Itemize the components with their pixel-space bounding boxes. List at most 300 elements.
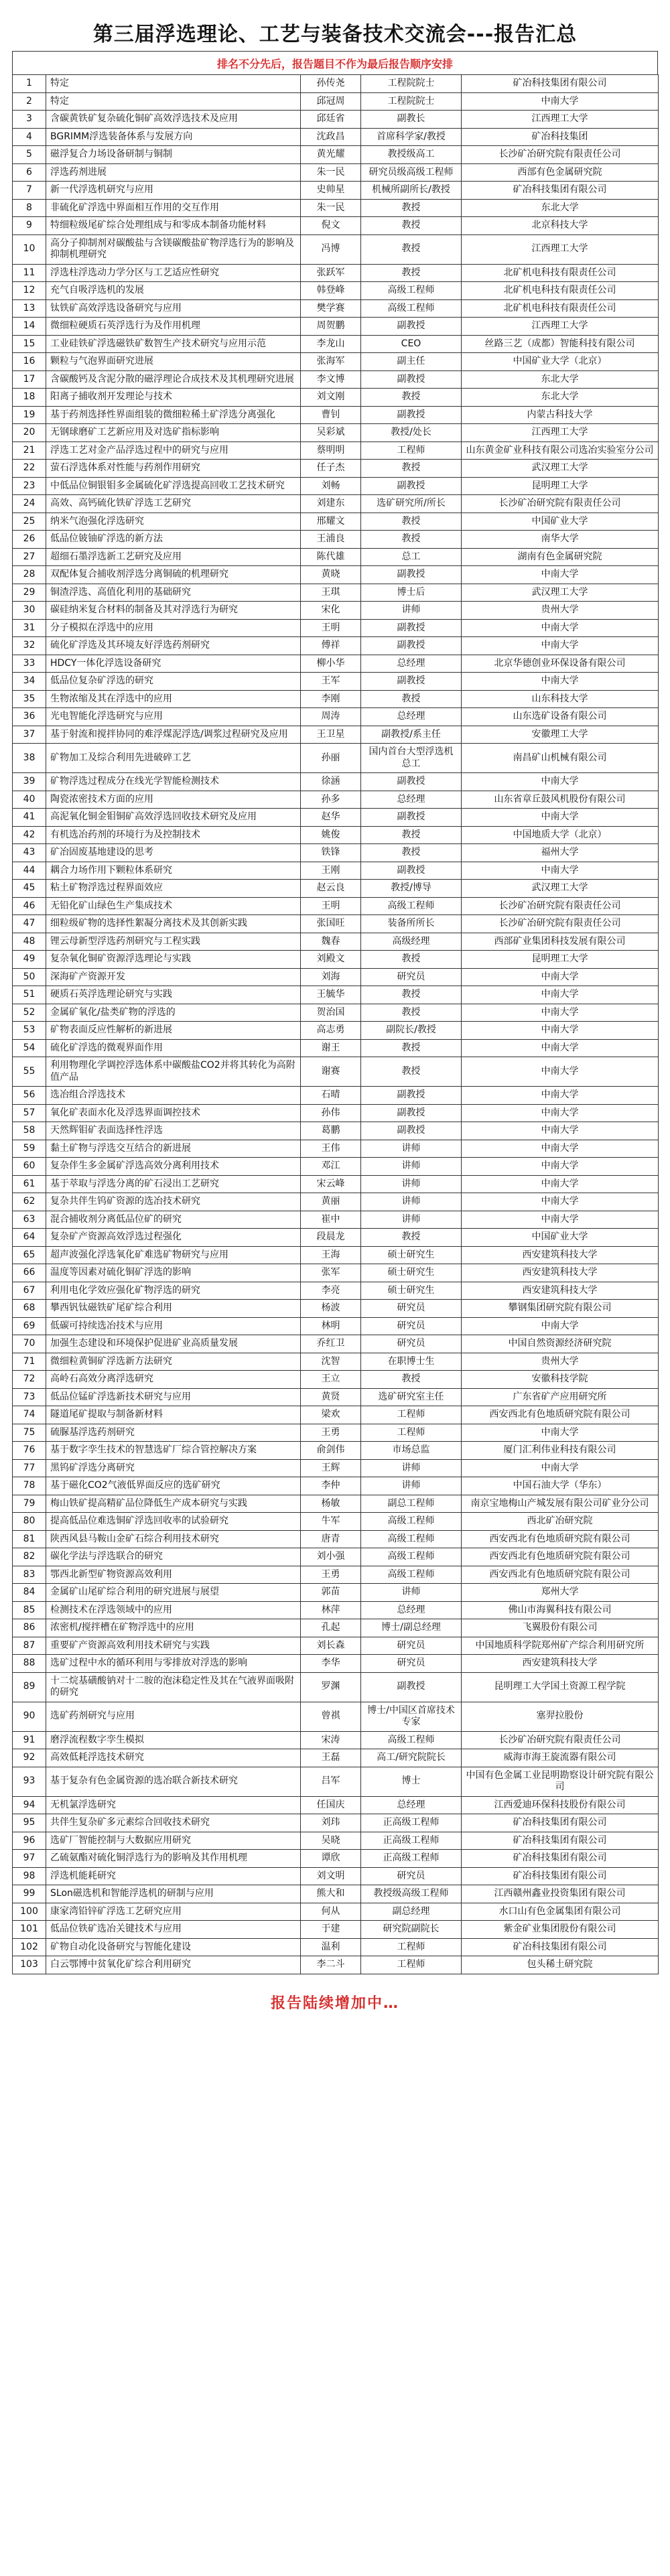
row-number: 13: [13, 299, 46, 318]
speaker-title: 教授: [361, 460, 462, 478]
speaker-unit: 中南大学: [462, 1158, 659, 1176]
report-topic: HDCY一体化浮选设备研究: [46, 655, 301, 673]
row-number: 64: [13, 1229, 46, 1247]
speaker-title: 博士后: [361, 584, 462, 602]
table-row: [13, 584, 659, 602]
speaker-title: 教授: [361, 1004, 462, 1022]
report-topic: 检测技术在浮选领域中的应用: [46, 1601, 301, 1619]
row-number: 80: [13, 1513, 46, 1531]
speaker-name: 刘畅: [301, 477, 361, 495]
speaker-name: 黄晓: [301, 566, 361, 584]
speaker-name: 刘长森: [301, 1637, 361, 1655]
row-number: 2: [13, 92, 46, 111]
speaker-name: 曹钊: [301, 406, 361, 424]
report-topic: 低品位锰矿浮选新技术研究与应用: [46, 1388, 301, 1406]
row-number: 43: [13, 844, 46, 862]
speaker-name: 谢王: [301, 1039, 361, 1057]
report-topic: 铜渣浮选、高值化利用的基础研究: [46, 584, 301, 602]
row-number: 81: [13, 1530, 46, 1548]
report-topic: 低品位铍铀矿浮选的新方法: [46, 531, 301, 549]
speaker-title: 工程师: [361, 1938, 462, 1956]
row-number: 50: [13, 968, 46, 986]
speaker-name: 李刚: [301, 690, 361, 708]
row-number: 18: [13, 389, 46, 407]
speaker-name: 熊大和: [301, 1885, 361, 1903]
table-row: [13, 1211, 659, 1229]
table-row: [13, 1767, 659, 1796]
speaker-unit: 昆明理工大学: [462, 477, 659, 495]
report-topic: 攀西钒钛磁铁矿尾矿综合利用: [46, 1300, 301, 1318]
table-row: [13, 1702, 659, 1731]
speaker-unit: 北矿机电科技有限责任公司: [462, 264, 659, 282]
row-number: 12: [13, 282, 46, 300]
row-number: 42: [13, 826, 46, 844]
report-topic: 细粒级矿物的选择性絮凝分离技术及其创新实践: [46, 915, 301, 933]
report-topic: 康家湾铅锌矿浮选工艺研究应用: [46, 1903, 301, 1921]
speaker-unit: 佛山市海翼科技有限公司: [462, 1601, 659, 1619]
report-topic: 萤石浮选体系对性能与药剂作用研究: [46, 460, 301, 478]
speaker-unit: 中国石油大学（华东）: [462, 1477, 659, 1495]
table-row: [13, 602, 659, 620]
row-number: 11: [13, 264, 46, 282]
report-topic: 微细粒黄铜矿浮选新方法研究: [46, 1353, 301, 1371]
speaker-unit: 南华大学: [462, 531, 659, 549]
table-row: [13, 1158, 659, 1176]
speaker-unit: 中南大学: [462, 1022, 659, 1040]
speaker-name: 李龙山: [301, 335, 361, 353]
row-number: 44: [13, 862, 46, 880]
report-topic: 加强生态建设和环境保护促进矿业高质量发展: [46, 1335, 301, 1353]
table-row: [13, 826, 659, 844]
table-row: [13, 548, 659, 566]
report-topic: 基于射流和搅拌协同的难浮煤泥浮选/调浆过程研究及应用: [46, 726, 301, 744]
speaker-name: 柳小华: [301, 655, 361, 673]
speaker-name: 刘文明: [301, 1867, 361, 1885]
row-number: 53: [13, 1022, 46, 1040]
speaker-title: 教授/处长: [361, 424, 462, 442]
row-number: 68: [13, 1300, 46, 1318]
row-number: 69: [13, 1317, 46, 1335]
speaker-unit: 中南大学: [462, 1104, 659, 1122]
speaker-name: 魏春: [301, 933, 361, 951]
table-row: [13, 1229, 659, 1247]
row-number: 89: [13, 1672, 46, 1702]
row-number: 92: [13, 1749, 46, 1767]
table-row: [13, 92, 659, 111]
report-topic: 充气自吸浮选机的发展: [46, 282, 301, 300]
row-number: 49: [13, 951, 46, 969]
speaker-title: 副总经理: [361, 1903, 462, 1921]
speaker-unit: 中南大学: [462, 1140, 659, 1158]
speaker-unit: 西北矿冶研究院: [462, 1513, 659, 1531]
report-topic: 鄂西北新型矿物资源高效利用: [46, 1566, 301, 1584]
speaker-unit: 江西理工大学: [462, 424, 659, 442]
report-topic: 复杂伴生多金属矿浮选高效分离利用技术: [46, 1158, 301, 1176]
row-number: 47: [13, 915, 46, 933]
speaker-title: 高级工程师: [361, 1548, 462, 1566]
report-topic: 浮选机能耗研究: [46, 1867, 301, 1885]
report-topic: 黑钨矿浮选分离研究: [46, 1459, 301, 1477]
speaker-name: 曾祺: [301, 1702, 361, 1731]
speaker-title: 教授级高级工程师: [361, 1885, 462, 1903]
row-number: 85: [13, 1601, 46, 1619]
row-number: 26: [13, 531, 46, 549]
report-topic: 无机氯浮选研究: [46, 1796, 301, 1814]
speaker-title: 教授: [361, 951, 462, 969]
speaker-name: 王明: [301, 619, 361, 637]
table-row: [13, 1442, 659, 1460]
report-topic: 特定: [46, 92, 301, 111]
speaker-unit: 中南大学: [462, 1459, 659, 1477]
speaker-title: 研究员: [361, 1655, 462, 1673]
row-number: 10: [13, 234, 46, 264]
report-topic: 分子模拟在浮选中的应用: [46, 619, 301, 637]
table-row: [13, 637, 659, 655]
speaker-title: 教授: [361, 513, 462, 531]
speaker-name: 陈代雄: [301, 548, 361, 566]
row-number: 23: [13, 477, 46, 495]
speaker-name: 贺治国: [301, 1004, 361, 1022]
row-number: 71: [13, 1353, 46, 1371]
report-topic: 选矿药剂研究与应用: [46, 1702, 301, 1731]
table-row: [13, 1122, 659, 1140]
speaker-title: 装备所所长: [361, 915, 462, 933]
table-row: [13, 708, 659, 726]
speaker-unit: 塞羿拉股份: [462, 1702, 659, 1731]
speaker-unit: 江西爱迪环保科技股份有限公司: [462, 1796, 659, 1814]
row-number: 78: [13, 1477, 46, 1495]
table-row: [13, 933, 659, 951]
table-row: [13, 460, 659, 478]
table-row: [13, 1193, 659, 1211]
speaker-name: 杨敏: [301, 1495, 361, 1513]
speaker-name: 李亮: [301, 1282, 361, 1300]
row-number: 96: [13, 1832, 46, 1850]
row-number: 59: [13, 1140, 46, 1158]
table-row: [13, 513, 659, 531]
speaker-name: 石晴: [301, 1087, 361, 1105]
row-number: 54: [13, 1039, 46, 1057]
speaker-unit: 南京宝地梅山产城发展有限公司矿业分公司: [462, 1495, 659, 1513]
speaker-name: 吴彩斌: [301, 424, 361, 442]
speaker-title: 讲师: [361, 1175, 462, 1193]
speaker-title: 讲师: [361, 1140, 462, 1158]
row-number: 27: [13, 548, 46, 566]
speaker-name: 邢耀文: [301, 513, 361, 531]
table-row: [13, 1104, 659, 1122]
speaker-title: 讲师: [361, 1193, 462, 1211]
speaker-unit: 中南大学: [462, 1004, 659, 1022]
speaker-title: 副教授: [361, 637, 462, 655]
speaker-name: 王伟: [301, 1140, 361, 1158]
speaker-unit: 丝路三艺（成都）智能科技有限公司: [462, 335, 659, 353]
speaker-name: 牛军: [301, 1513, 361, 1531]
table-row: [13, 897, 659, 915]
table-row: [13, 318, 659, 336]
speaker-name: 孙多: [301, 791, 361, 809]
speaker-name: 邱廷省: [301, 111, 361, 129]
report-topic: 钛铁矿高效浮选设备研究与应用: [46, 299, 301, 318]
row-number: 102: [13, 1938, 46, 1956]
report-topic: 磨浮流程数字孪生模拟: [46, 1731, 301, 1749]
table-row: [13, 495, 659, 513]
table-row: [13, 986, 659, 1004]
table-row: [13, 1264, 659, 1282]
report-topic: 陕西风县马鞍山金矿石综合利用技术研究: [46, 1530, 301, 1548]
report-topic: 硫化矿浮选及其环境友好浮选药剂研究: [46, 637, 301, 655]
row-number: 55: [13, 1057, 46, 1087]
table-row: [13, 968, 659, 986]
report-topic: 颗粒与气泡界面研究进展: [46, 353, 301, 371]
speaker-title: 副教授: [361, 406, 462, 424]
speaker-unit: 广东省矿产应用研究所: [462, 1388, 659, 1406]
speaker-title: 选矿研究室主任: [361, 1388, 462, 1406]
speaker-name: 刘海: [301, 968, 361, 986]
table-row: [13, 1619, 659, 1637]
row-number: 61: [13, 1175, 46, 1193]
speaker-name: 李仲: [301, 1477, 361, 1495]
row-number: 15: [13, 335, 46, 353]
table-row: [13, 1140, 659, 1158]
row-number: 28: [13, 566, 46, 584]
table-row: [13, 146, 659, 164]
table-row: [13, 1796, 659, 1814]
row-number: 63: [13, 1211, 46, 1229]
speaker-name: 蔡明明: [301, 442, 361, 460]
speaker-name: 王勇: [301, 1424, 361, 1442]
speaker-unit: 江西赣州鑫业投资集团有限公司: [462, 1885, 659, 1903]
table-row: [13, 619, 659, 637]
table-row: [13, 442, 659, 460]
speaker-name: 傅祥: [301, 637, 361, 655]
speaker-title: 教授: [361, 1039, 462, 1057]
table-row: [13, 1566, 659, 1584]
report-topic: 浓密机/搅拌槽在矿物浮选中的应用: [46, 1619, 301, 1637]
speaker-name: 刘玮: [301, 1814, 361, 1832]
speaker-unit: 昆明理工大学: [462, 951, 659, 969]
row-number: 3: [13, 111, 46, 129]
table-row: [13, 1867, 659, 1885]
row-number: 67: [13, 1282, 46, 1300]
speaker-title: 工程院院士: [361, 75, 462, 93]
speaker-unit: 长沙矿冶研究院有限责任公司: [462, 146, 659, 164]
report-topic: 黏土矿物与浮选交互结合的新进展: [46, 1140, 301, 1158]
report-topic: 非硫化矿浮选中界面相互作用的交互作用: [46, 199, 301, 217]
speaker-title: 副教授: [361, 1087, 462, 1105]
speaker-name: 张跃军: [301, 264, 361, 282]
table-row: [13, 75, 659, 93]
speaker-name: 孙伟: [301, 1104, 361, 1122]
row-number: 72: [13, 1371, 46, 1389]
speaker-name: 宋涛: [301, 1731, 361, 1749]
speaker-name: 朱一民: [301, 163, 361, 182]
report-topic: 复杂共伴生钨矿资源的选冶技术研究: [46, 1193, 301, 1211]
report-topic: 特细粒级尾矿综合处理组成与和零成本制备功能材料: [46, 217, 301, 235]
speaker-name: 梁欢: [301, 1406, 361, 1424]
speaker-title: 副教授: [361, 477, 462, 495]
report-topic: 乙硫氨酯对硫化铜浮选行为的影响及其作用机理: [46, 1850, 301, 1868]
speaker-title: 研究员: [361, 1335, 462, 1353]
table-row: [13, 1388, 659, 1406]
report-topic: 含碳酸钙及含泥分散的磁浮理论合成技术及其机理研究进展: [46, 370, 301, 389]
report-topic: 天然辉钼矿表面选择性浮选: [46, 1122, 301, 1140]
speaker-unit: 长沙矿冶研究院有限责任公司: [462, 915, 659, 933]
report-topic: 矿物表面反应性解析的新进展: [46, 1022, 301, 1040]
speaker-unit: 西安西北有色地质研究院有限公司: [462, 1566, 659, 1584]
speaker-name: 王勇: [301, 1566, 361, 1584]
speaker-title: 研究院副院长: [361, 1921, 462, 1939]
speaker-title: 副教授: [361, 862, 462, 880]
report-topic: BGRIMM浮选装备体系与发展方向: [46, 128, 301, 146]
row-number: 95: [13, 1814, 46, 1832]
speaker-title: 副教授/系主任: [361, 726, 462, 744]
speaker-name: 王军: [301, 673, 361, 691]
speaker-title: 国内首台大型浮选机总工: [361, 744, 462, 773]
speaker-unit: 山东科技大学: [462, 690, 659, 708]
table-row: [13, 1601, 659, 1619]
speaker-name: 刘文刚: [301, 389, 361, 407]
table-row: [13, 1814, 659, 1832]
row-number: 14: [13, 318, 46, 336]
speaker-unit: 中南大学: [462, 566, 659, 584]
speaker-unit: 矿冶科技集团有限公司: [462, 1938, 659, 1956]
row-number: 51: [13, 986, 46, 1004]
table-row: [13, 1513, 659, 1531]
speaker-name: 孙丽: [301, 744, 361, 773]
table-row: [13, 234, 659, 264]
report-topic: 金属矿山尾矿综合利用的研究进展与展望: [46, 1584, 301, 1602]
speaker-title: 副主任: [361, 353, 462, 371]
row-number: 74: [13, 1406, 46, 1424]
row-number: 76: [13, 1442, 46, 1460]
row-number: 16: [13, 353, 46, 371]
speaker-name: 谭欣: [301, 1850, 361, 1868]
row-number: 88: [13, 1655, 46, 1673]
report-topic: 无钢球磨矿工艺新应用及对选矿指标影响: [46, 424, 301, 442]
table-row: [13, 128, 659, 146]
speaker-unit: 内蒙古科技大学: [462, 406, 659, 424]
speaker-title: 博士: [361, 1767, 462, 1796]
speaker-unit: 中南大学: [462, 1122, 659, 1140]
speaker-name: 罗渊: [301, 1672, 361, 1702]
speaker-title: 副教授: [361, 318, 462, 336]
speaker-name: 刘小强: [301, 1548, 361, 1566]
report-topic: 混合捕收剂分离低品位矿的研究: [46, 1211, 301, 1229]
speaker-title: 教授/博导: [361, 880, 462, 898]
report-topic: 重要矿产资源高效利用技术研究与实践: [46, 1637, 301, 1655]
report-topic: 陶瓷浓密技术方面的应用: [46, 791, 301, 809]
speaker-unit: 江西理工大学: [462, 111, 659, 129]
speaker-title: 副教授: [361, 1672, 462, 1702]
row-number: 45: [13, 880, 46, 898]
speaker-unit: 中国自然资源经济研究院: [462, 1335, 659, 1353]
speaker-name: 王立: [301, 1371, 361, 1389]
speaker-name: 黄光耀: [301, 146, 361, 164]
speaker-unit: 中国矿业大学（北京）: [462, 353, 659, 371]
table-row: [13, 1655, 659, 1673]
speaker-unit: 安徽科技学院: [462, 1371, 659, 1389]
speaker-name: 吴晓: [301, 1832, 361, 1850]
report-topic: 超声波强化浮选氧化矿难选矿物研究与应用: [46, 1246, 301, 1264]
speaker-unit: 中南大学: [462, 1211, 659, 1229]
row-number: 41: [13, 809, 46, 827]
speaker-title: 研究员: [361, 1637, 462, 1655]
row-number: 98: [13, 1867, 46, 1885]
speaker-title: 总工: [361, 548, 462, 566]
row-number: 79: [13, 1495, 46, 1513]
speaker-title: 高级工程师: [361, 1731, 462, 1749]
table-row: [13, 1087, 659, 1105]
speaker-title: 教授: [361, 199, 462, 217]
row-number: 82: [13, 1548, 46, 1566]
speaker-title: 教授: [361, 234, 462, 264]
report-topic: 碳化学法与浮选联合的研究: [46, 1548, 301, 1566]
speaker-unit: 中南大学: [462, 986, 659, 1004]
table-row: [13, 1850, 659, 1868]
report-table-body: [13, 75, 659, 1974]
speaker-title: 博士/副总经理: [361, 1619, 462, 1637]
speaker-title: 讲师: [361, 1158, 462, 1176]
row-number: 84: [13, 1584, 46, 1602]
speaker-title: 正高级工程师: [361, 1832, 462, 1850]
speaker-title: 副教授: [361, 619, 462, 637]
report-topic: 基于磁化CO2气液低界面反应的选矿研究: [46, 1477, 301, 1495]
speaker-unit: 矿冶科技集团有限公司: [462, 1850, 659, 1868]
speaker-unit: 中南大学: [462, 773, 659, 791]
row-number: 35: [13, 690, 46, 708]
speaker-title: 教授: [361, 531, 462, 549]
speaker-name: 孔起: [301, 1619, 361, 1637]
speaker-unit: 中南大学: [462, 1039, 659, 1057]
speaker-title: 在职博士生: [361, 1353, 462, 1371]
speaker-title: 选矿研究所/所长: [361, 495, 462, 513]
report-topic: 浮选工艺对金产品浮选过程中的研究与应用: [46, 442, 301, 460]
report-topic: 十二烷基磺酸钠对十二胺的泡沫稳定性及其在气液界面吸附的研究: [46, 1672, 301, 1702]
speaker-unit: 北京科技大学: [462, 217, 659, 235]
speaker-unit: 东北大学: [462, 370, 659, 389]
report-topic: 浮选柱浮选动力学分区与工艺适应性研究: [46, 264, 301, 282]
speaker-title: 研究员: [361, 1300, 462, 1318]
speaker-name: 乔红卫: [301, 1335, 361, 1353]
report-topic: 碳硅纳米复合材料的制备及其对浮选行为研究: [46, 602, 301, 620]
speaker-title: 副教授: [361, 673, 462, 691]
table-row: [13, 1921, 659, 1939]
table-row: [13, 1335, 659, 1353]
table-row: [13, 655, 659, 673]
speaker-name: 徐涵: [301, 773, 361, 791]
report-topic: 高泥氧化铜金钼铜矿高效浮选回收技术研究及应用: [46, 809, 301, 827]
speaker-name: 宋云峰: [301, 1175, 361, 1193]
speaker-unit: 矿冶科技集团有限公司: [462, 182, 659, 200]
speaker-unit: 矿冶科技集团有限公司: [462, 1832, 659, 1850]
speaker-unit: 北矿机电科技有限责任公司: [462, 299, 659, 318]
report-topic: 利用电化学效应强化矿物浮选的研究: [46, 1282, 301, 1300]
speaker-name: 邓江: [301, 1158, 361, 1176]
report-topic: 高分子抑制剂对碳酸盐与含镁碳酸盐矿物浮选行为的影响及抑制机理研究: [46, 234, 301, 264]
speaker-name: 倪文: [301, 217, 361, 235]
table-row: [13, 1477, 659, 1495]
speaker-title: 副院长/教授: [361, 1022, 462, 1040]
table-row: [13, 1424, 659, 1442]
row-number: 31: [13, 619, 46, 637]
row-number: 83: [13, 1566, 46, 1584]
table-row: [13, 1004, 659, 1022]
report-topic: 浮选药剂进展: [46, 163, 301, 182]
speaker-name: 张海军: [301, 353, 361, 371]
row-number: 17: [13, 370, 46, 389]
speaker-title: 研究员: [361, 1867, 462, 1885]
speaker-title: 高级工程师: [361, 282, 462, 300]
